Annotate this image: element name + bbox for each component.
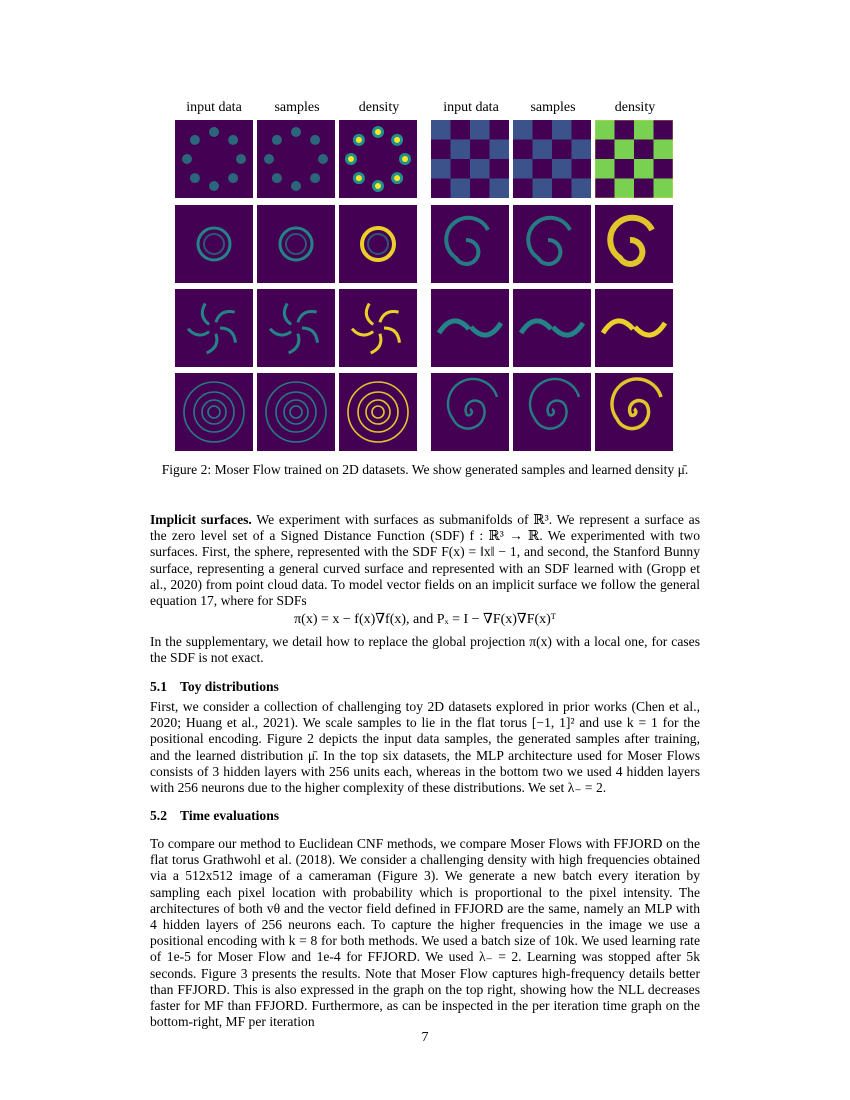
figure-panel [339,205,417,283]
panel-plot [595,205,673,283]
figure-panel [175,205,253,283]
figure-panel [339,120,417,198]
panel-plot [257,205,335,283]
panel-plot [431,289,509,367]
figure-panel [513,120,591,198]
figure-panel [431,120,509,198]
figure-panel [513,205,591,283]
section-5-1-heading [150,679,279,695]
panel-plot [431,120,509,198]
panel-plot [339,120,417,198]
caption-text: Figure 2: Moser Flow trained on 2D datasets. We show generated samples and learned density μ̄. [161,462,689,477]
panel-plot [339,205,417,283]
panel-plot [513,289,591,367]
figure-panel [595,373,673,451]
panel-plot [175,373,253,451]
section-5-1-title: Toy distributions [180,679,279,694]
col-label-samples-left: samples [274,100,320,115]
panel-plot [595,289,673,367]
figure-panel [257,289,335,367]
figure-panel [595,205,673,283]
figure-panel [339,373,417,451]
figure-panel [175,289,253,367]
figure-panel [431,289,509,367]
figure-panel [431,373,509,451]
panel-plot [513,373,591,451]
figure-panel [513,373,591,451]
equation-projection: π(x) = x − f(x)∇f(x), and Pₓ = I − ∇F(x)∇F(x)ᵀ [294,612,556,627]
paragraph-supplementary: In the supplementary, we detail how to replace the global projection π(x) with a local one, for cases the SDF is not exact. [150,634,700,666]
figure-panel [257,120,335,198]
figure-caption [150,462,700,478]
implicit-heading: Implicit surfaces. [150,512,252,527]
figure-panel [257,205,335,283]
panel-plot [513,205,591,283]
implicit-body: We experiment with surfaces as submanifolds of ℝ³. We represent a surface as the zero level set of a Signed Distance Function (SDF) f : ℝ³ → ℝ. We experimented with two surfaces. First, the sphere, represented with the SDF F(x) = ‖x‖ − 1, and second, the Stanford Bunny surface, representing a general curved surface and represented with an SDF learned with (Gropp et al., 2020) from point cloud data. To model vector fields on an implicit surface we follow the general equation 17, where for SDFs [150,512,700,609]
paragraph-time-evaluations: To compare our method to Euclidean CNF methods, we compare Moser Flows with FFJORD on the flat torus Grathwohl et al. (2018). We consider a challenging density with high frequencies obtained via a 512x512 image of a cameraman (Figure 3). We generate a new batch every iteration by sampling each pixel location with probability which is proportional to the pixel intensity. The architectures of both vθ and the vector field defined in FFJORD are the same, namely an MLP with 4 hidden layers of 256 neurons each. To capture the higher frequencies in the image we use a positional encoding with k = 8 for both methods. We used a batch size of 10k. We used learning rate of 1e-5 for Moser Flow and 1e-4 for FFJORD. We used λ₋ = 2. Learning was stopped after 5k seconds. Figure 3 presents the results. Note that Moser Flow captures high-frequency details better than FFJORD. This is also expressed in the graph on the top right, showing how the NLL decreases faster for MF than FFJORD. Furthermore, as can be inspected in the per iteration time graph on the bottom-right, MF per iteration [150,836,700,1030]
section-5-2-title: Time evaluations [180,808,280,823]
figure-panel [339,289,417,367]
col-label-density-left: density [358,100,400,115]
panel-plot [175,120,253,198]
col-label-samples-right: samples [530,100,576,115]
figure-panel [513,289,591,367]
section-5-2-heading [150,808,279,824]
panel-plot [431,373,509,451]
panel-plot [175,205,253,283]
panel-plot [595,373,673,451]
col-label-input-data-right: input data [443,100,499,115]
panel-plot [257,289,335,367]
panel-plot [257,373,335,451]
figure-panel [431,205,509,283]
paragraph-toy-distributions: First, we consider a collection of challenging toy 2D datasets explored in prior works (Chen et al., 2020; Huang et al., 2021). We scale samples to lie in the flat torus [−1, 1]² and use k = 1 for the positional encoding. Figure 2 depicts the input data samples, the generated samples after training, and the learned distribution μ̄. In the top six datasets, the MLP architecture used for Moser Flows consists of 3 hidden layers with 256 units each, whereas in the bottom two we used 4 hidden layers with 256 neurons due to the higher complexity of these distributions. We set λ₋ = 2. [150,699,700,796]
panel-plot [513,120,591,198]
panel-plot [339,373,417,451]
figure-panel [175,373,253,451]
section-5-2-number: 5.2 [150,808,167,823]
page-number: 7 [421,1030,429,1045]
col-label-density-right: density [614,100,656,115]
figure-panel [175,120,253,198]
figure-2 [175,100,675,455]
panel-plot [339,289,417,367]
col-label-input-data-left: input data [186,100,242,115]
figure-panel [595,120,673,198]
panel-plot [431,205,509,283]
figure-panel [595,289,673,367]
panel-plot [257,120,335,198]
paragraph-implicit-surfaces [150,512,700,609]
panel-plot [595,120,673,198]
figure-panel [257,373,335,451]
panel-plot [175,289,253,367]
section-5-1-number: 5.1 [150,679,167,694]
